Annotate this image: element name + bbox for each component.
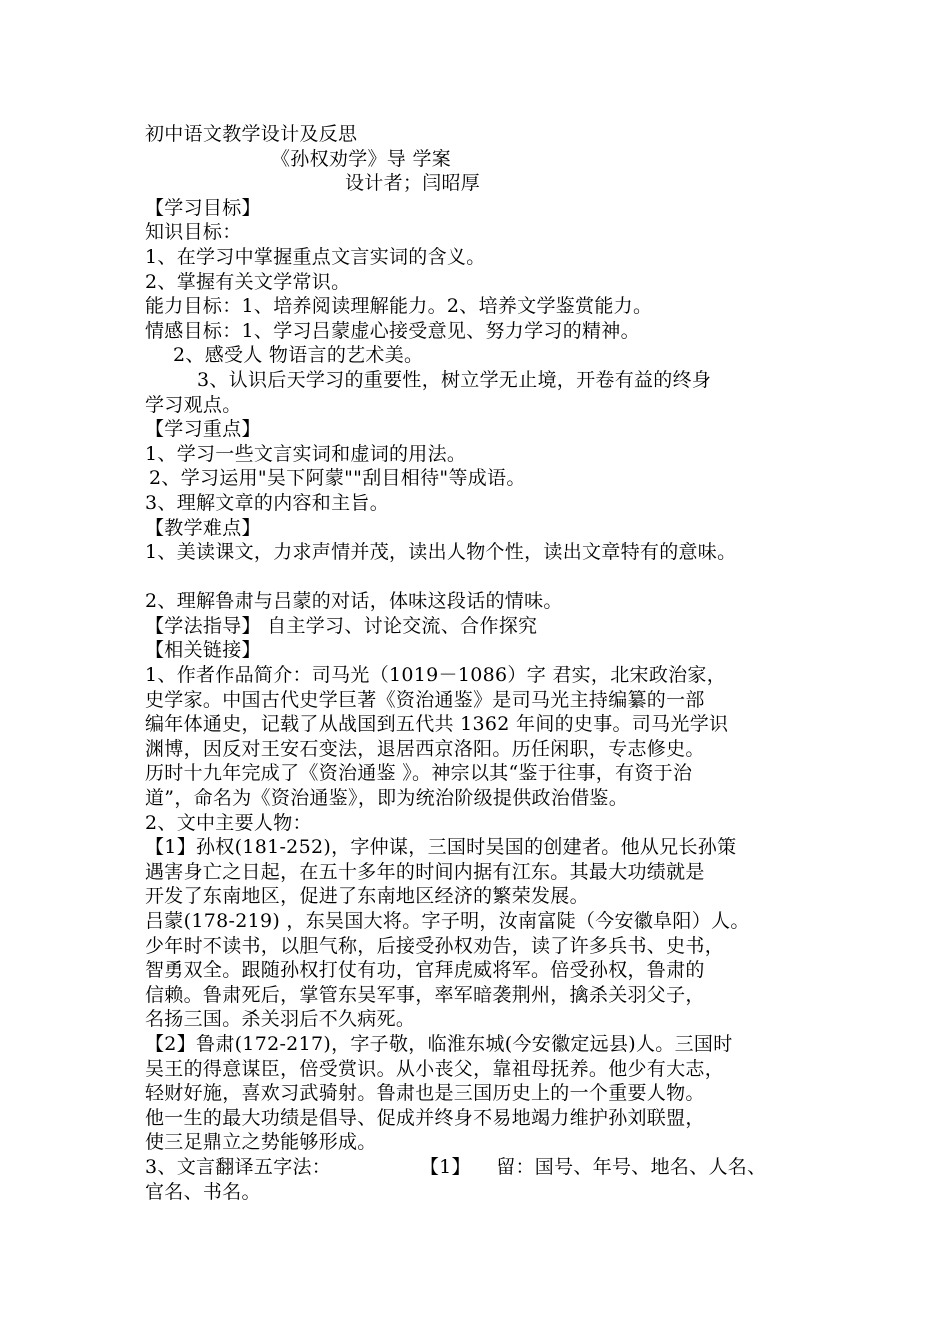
text-line: 名扬三国。杀关羽后不久病死。: [145, 1008, 416, 1031]
text-line: 1、在学习中掌握重点文言实词的含义。: [145, 245, 486, 268]
text-line: 2、掌握有关文学常识。: [145, 270, 351, 293]
text-line: 道”，命名为《资治通鉴》，即为统治阶级提供政治借鉴。: [145, 787, 629, 810]
text-line: 2、文中主要人物：: [145, 811, 312, 834]
text-line: 开发了东南地区，促进了东南地区经济的繁荣发展。: [145, 885, 589, 908]
text-line: 3、文言翻译五字法： 【1】 留：国号、年号、地名、人名、: [145, 1155, 767, 1178]
text-line: 遇害身亡之日起，在五十多年的时间内据有江东。其最大功绩就是: [145, 860, 705, 883]
text-line: 轻财好施，喜欢习武骑射。鲁肃也是三国历史上的一个重要人物。: [145, 1082, 705, 1105]
text-line: 2、感受人 物语言的艺术美。: [173, 344, 424, 367]
section-heading-difficulties: 【教学难点】: [145, 516, 261, 539]
text-line: 吕蒙(178-219) ，东吴国大将。字子明，汝南富陡（今安徽阜阳）人。: [145, 910, 750, 932]
text-line: 他一生的最大功绩是倡导、促成并终身不易地竭力维护孙刘联盟，: [145, 1106, 705, 1129]
text-line: 使三足鼎立之势能够形成。: [145, 1131, 377, 1154]
document-title: 初中语文教学设计及反思: [145, 123, 358, 145]
section-heading-key-points: 【学习重点】: [145, 418, 261, 441]
text-line: 情感目标：1、学习吕蒙虚心接受意见、努力学习的精神。: [145, 319, 640, 342]
text-line: 3、理解文章的内容和主旨。: [145, 491, 389, 514]
text-line: 1、学习一些文言实词和虚词的用法。: [145, 442, 467, 465]
text-line: 吴王的得意谋臣，倍受赏识。从小丧父，靠祖母抚养。他少有大志，: [145, 1057, 725, 1080]
section-heading-goals: 【学习目标】: [145, 196, 261, 219]
text-line: 史学家。中国古代史学巨著《资治通鉴》是司马光主持编纂的一部: [145, 688, 705, 711]
text-line: 智勇双全。跟随孙权打仗有功，官拜虎威将军。倍受孙权，鲁肃的: [145, 959, 705, 982]
text-line: 2、理解鲁肃与吕蒙的对话，体味这段话的情味。: [145, 590, 563, 613]
text-line: 1、美读课文，力求声情并茂，读出人物个性，读出文章特有的意味。: [145, 541, 737, 564]
blank-line: [145, 565, 835, 590]
text-line: 历时十九年完成了《资治通鉴 》。神宗以其“鉴于往事，有资于治: [145, 762, 693, 785]
text-line: 学习观点。: [145, 393, 242, 416]
text-line: 渊博，因反对王安石变法，退居西京洛阳。历任闲职，专志修史。: [145, 737, 705, 760]
section-heading-method: 【学法指导】 自主学习、讨论交流、合作探究: [145, 614, 538, 637]
text-line: 信赖。鲁肃死后，掌管东吴军事，率军暗袭荆州，擒杀关羽父子，: [145, 983, 705, 1006]
text-line: 官名、书名。: [145, 1180, 261, 1203]
text-line: 【1】孙权(181-252)，字仲谋，三国时吴国的创建者。他从兄长孙策: [145, 836, 737, 859]
text-line: 1、作者作品简介：司马光（1019－1086）字 君实，北宋政治家，: [145, 664, 727, 687]
text-line: 编年体通史，记载了从战国到五代共 1362 年间的史事。司马光学识: [145, 713, 729, 736]
section-heading-links: 【相关链接】: [145, 639, 261, 662]
text-line: 能力目标：1、培养阅读理解能力。2、培养文学鉴赏能力。: [145, 295, 653, 318]
text-line: 知识目标：: [145, 221, 242, 244]
document-body: [145, 122, 835, 1204]
text-line: 2、学习运用"吴下阿蒙""刮目相待"等成语。: [149, 467, 526, 490]
text-line: 【2】鲁肃(172-217)，字子敬，临淮东城(今安徽定远县)人。三国时: [145, 1032, 733, 1055]
text-line: 3、认识后天学习的重要性，树立学无止境，开卷有益的终身: [197, 368, 712, 391]
text-line: 少年时不读书，以胆气称，后接受孙权劝告，读了许多兵书、史书，: [145, 934, 725, 957]
document-author: 设计者；闫昭厚: [345, 172, 481, 195]
document-subtitle: 《孙权劝学》导 学案: [271, 147, 452, 170]
